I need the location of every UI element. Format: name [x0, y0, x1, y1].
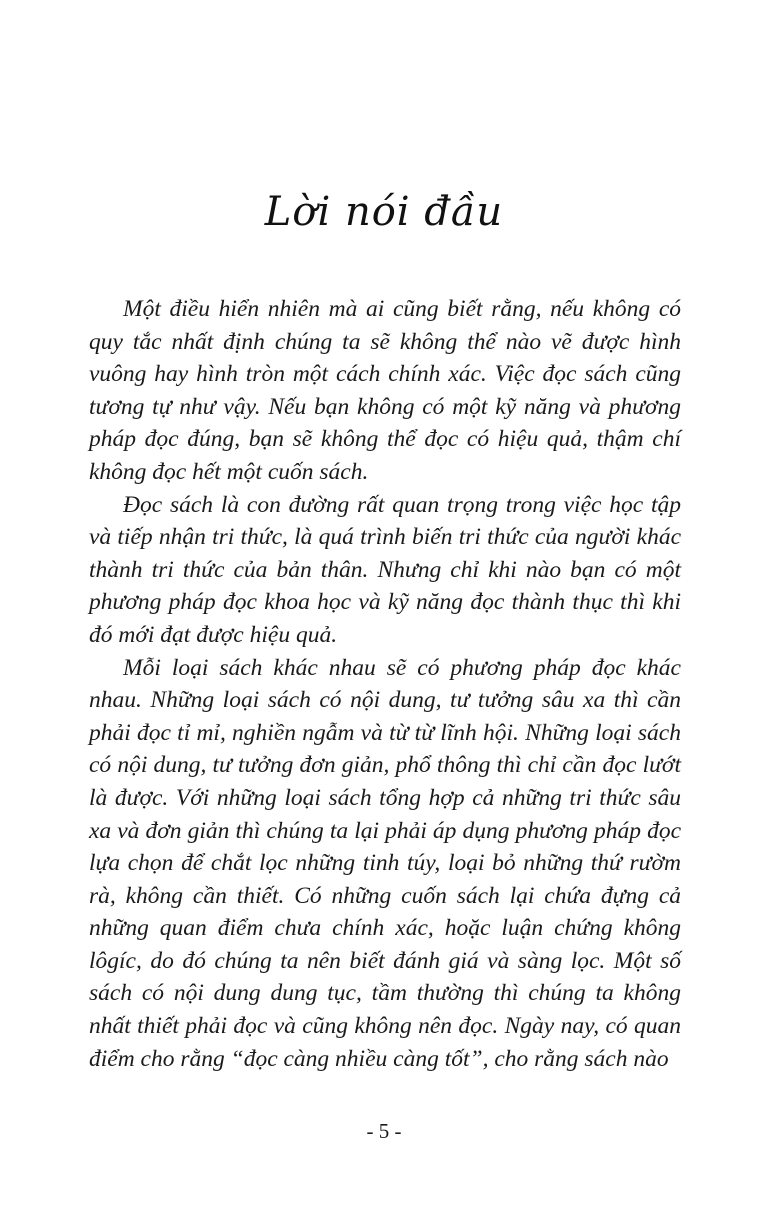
paragraph-1: Một điều hiển nhiên mà ai cũng biết rằng, nếu không có quy tắc nhất định chúng ta sẽ không thể nào vẽ được hình vuông hay hình tròn một cách chính xác. Việc đọc sách cũng tương tự như vậy. Nếu bạn không có một kỹ năng và phương pháp đọc đúng, bạn sẽ không thể đọc có hiệu quả, thậm chí không đọc hết một cuốn sách. [89, 296, 681, 485]
page-number: - 5 - [366, 1119, 402, 1143]
paragraph-2: Đọc sách là con đường rất quan trọng trong việc học tập và tiếp nhận tri thức, là quá trình biến tri thức của người khác thành tri thức của bản thân. Nhưng chỉ khi nào bạn có một phương pháp đọc khoa học và kỹ năng đọc thành thục thì khi đó mới đạt được hiệu quả. [89, 491, 681, 648]
paragraph-3: Mỗi loại sách khác nhau sẽ có phương pháp đọc khác nhau. Những loại sách có nội dung, tư tưởng sâu xa thì cần phải đọc tỉ mỉ, nghiền ngẫm và từ từ lĩnh hội. Những loại sách có nội dung, tư tưởng đơn giản, phổ thông thì chỉ cần đọc lướt là được. Với những loại sách tổng hợp cả những tri thức sâu xa và đơn giản thì chúng ta lại phải áp dụng phương pháp đọc lựa chọn để chắt lọc những tinh túy, loại bỏ những thứ rườm rà, không cần thiết. Có những cuốn sách lại chứa đựng cả những quan điểm chưa chính xác, hoặc luận chứng không lôgíc, do đó chúng ta nên biết đánh giá và sàng lọc. Một số sách có nội dung dung tục, tầm thường thì chúng ta không nhất thiết phải đọc và cũng không nên đọc. Ngày nay, có quan điểm cho rằng “đọc càng nhiều càng tốt”, cho rằng sách nào [89, 654, 681, 1072]
page-title: Lời nói đầu [264, 189, 504, 235]
body-text [89, 293, 681, 1075]
